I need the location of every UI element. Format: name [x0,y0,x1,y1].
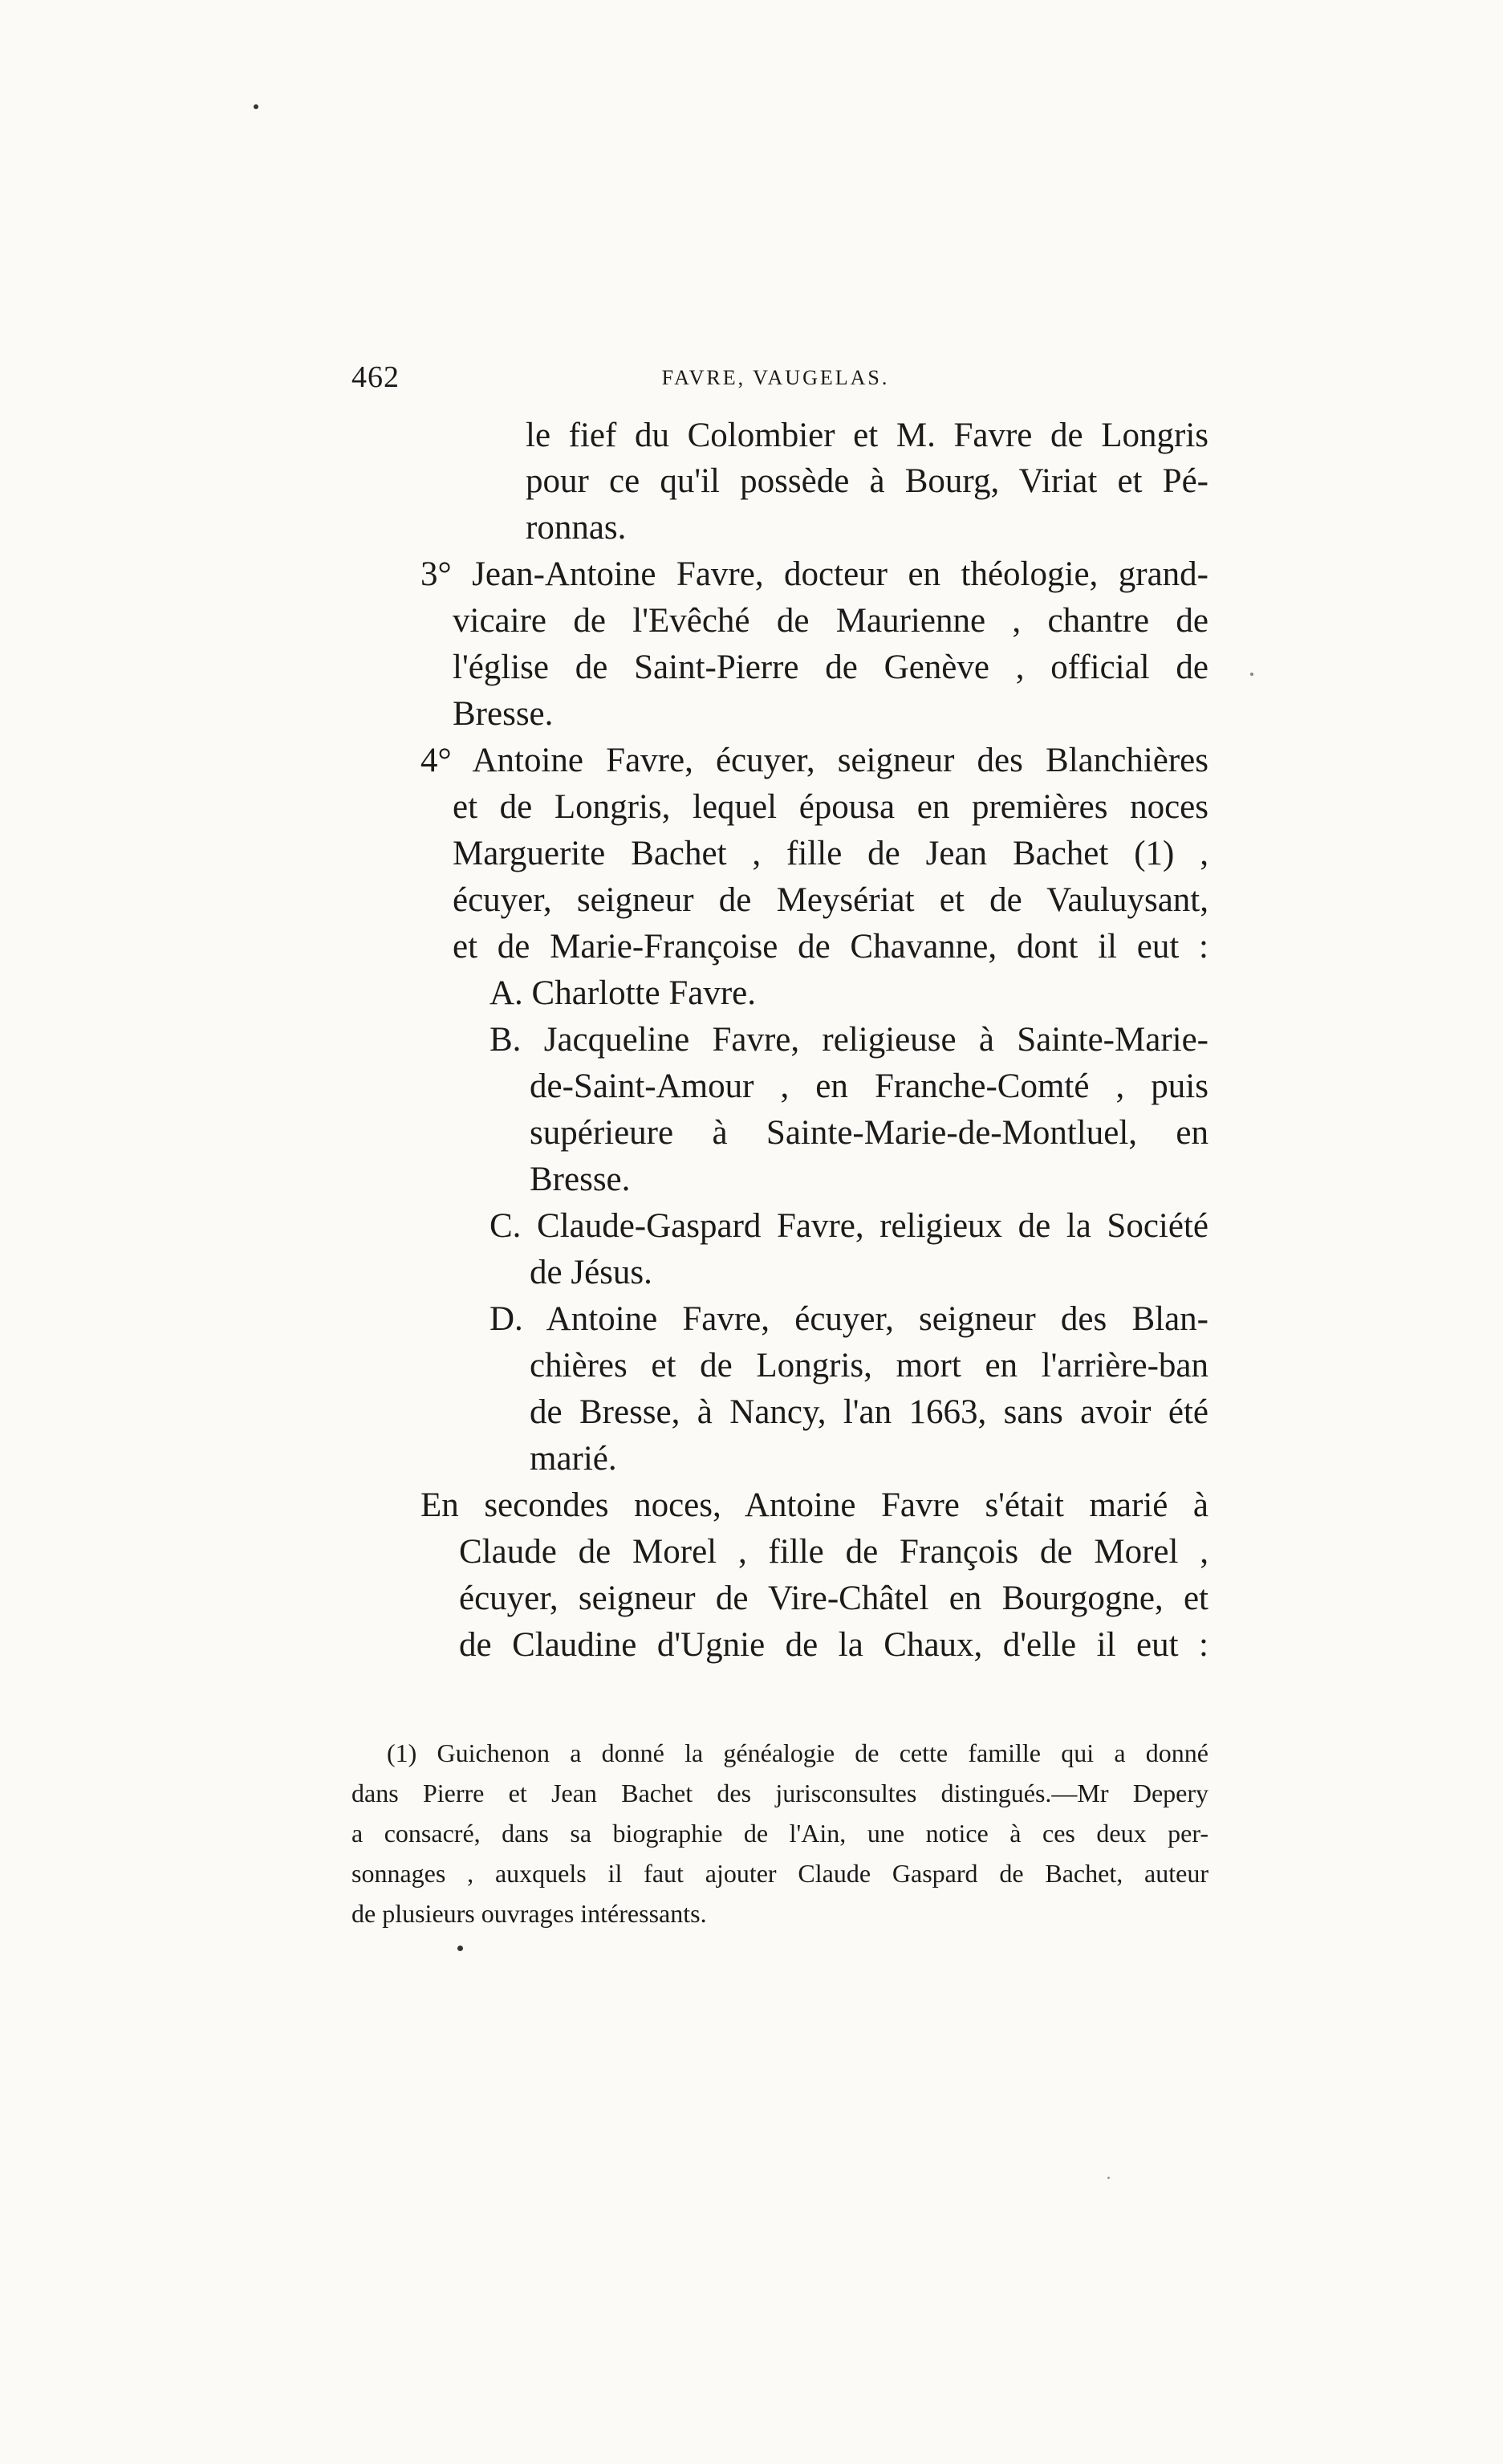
body-line: supérieure à Sainte-Marie-de-Montluel, en [530,1114,1208,1152]
body-line: pour ce qu'il possède à Bourg, Viriat et Pé- [526,462,1208,500]
body-line: D. Antoine Favre, écuyer, seigneur des Blan- [489,1300,1208,1338]
body-line: écuyer, seigneur de Meysériat et de Vauluysant, [453,881,1208,919]
body-line: marié. [530,1440,617,1478]
body-line: B. Jacqueline Favre, religieuse à Sainte-Marie- [489,1021,1208,1059]
ink-speck [457,1946,463,1951]
body-line: et de Longris, lequel épousa en premières noces [453,788,1208,826]
footnote-line: dans Pierre et Jean Bachet des jurisconsultes distingués.—Mr Depery [351,1779,1208,1807]
body-line: de-Saint-Amour , en Franche-Comté , puis [530,1067,1208,1105]
footnote-line: (1) Guichenon a donné la généalogie de cette famille qui a donné [387,1738,1208,1767]
body-line: A. Charlotte Favre. [489,974,756,1012]
body-line: de Bresse, à Nancy, l'an 1663, sans avoir été [530,1393,1208,1431]
footnote-line: a consacré, dans sa biographie de l'Ain, une notice à ces deux per- [351,1819,1208,1848]
body-line: Bresse. [530,1161,631,1198]
ink-speck [254,104,258,109]
footnote-line: sonnages , auxquels il faut ajouter Claude Gaspard de Bachet, auteur [351,1859,1208,1888]
ink-speck [1250,673,1253,676]
body-line: ronnas. [526,509,627,547]
body-line: vicaire de l'Evêché de Maurienne , chantre de [453,602,1208,640]
body-line: Claude de Morel , fille de François de Morel , [459,1533,1208,1571]
body-line: Marguerite Bachet , fille de Jean Bachet (1) , [453,835,1208,872]
page-number: 462 [351,360,400,394]
body-line: 4° Antoine Favre, écuyer, seigneur des Blanchières [420,742,1208,779]
body-line: de Claudine d'Ugnie de la Chaux, d'elle il eut : [459,1626,1208,1664]
body-line: Bresse. [453,695,554,733]
body-line: le fief du Colombier et M. Favre de Longris [526,417,1208,454]
body-line: En secondes noces, Antoine Favre s'était marié à [420,1486,1208,1524]
ink-speck [1107,2177,1110,2179]
body-line: et de Marie-Françoise de Chavanne, dont il eut : [453,928,1208,966]
running-head: FAVRE, VAUGELAS. [661,366,890,389]
footnote-line: de plusieurs ouvrages intéressants. [351,1899,707,1928]
body-line: de Jésus. [530,1254,652,1291]
body-line: 3° Jean-Antoine Favre, docteur en théologie, grand- [420,555,1208,593]
body-line: C. Claude-Gaspard Favre, religieux de la Société [489,1207,1208,1245]
body-line: chières et de Longris, mort en l'arrière-ban [530,1347,1208,1384]
body-line: l'église de Saint-Pierre de Genève , official de [453,649,1208,686]
body-line: écuyer, seigneur de Vire-Châtel en Bourgogne, et [459,1580,1208,1617]
